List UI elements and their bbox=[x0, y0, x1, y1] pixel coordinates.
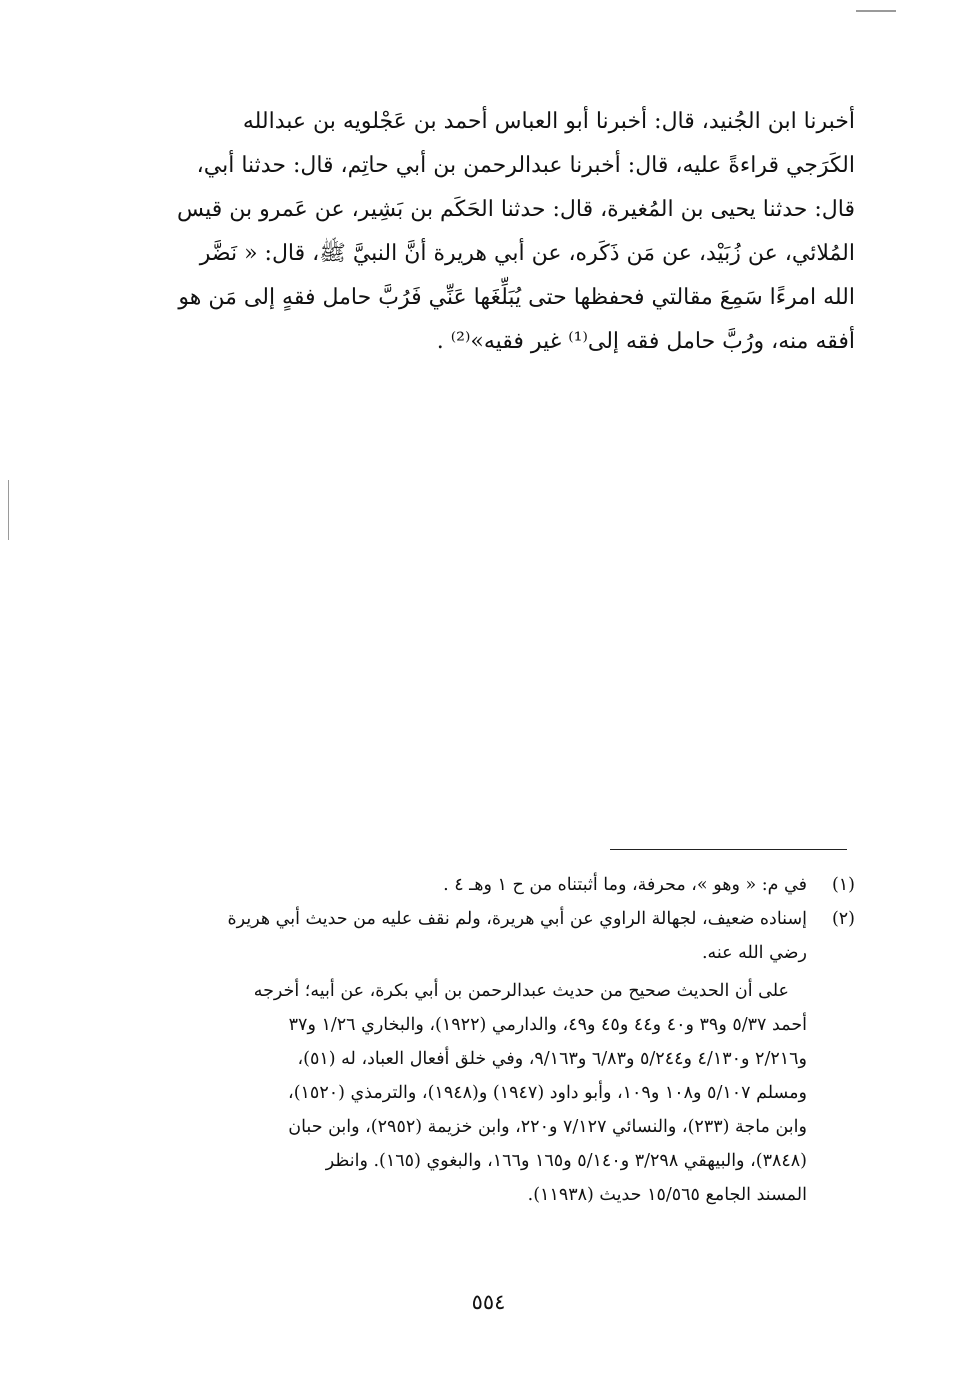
scan-artifact-left-edge bbox=[8, 480, 9, 540]
footnote-line: ومسلم ٥/١٠٧ و١٠٨ و١٠٩، وأبو داود (١٩٤٧) و(١٩٤٨)، والترمذي (١٥٢٠)، bbox=[288, 1083, 807, 1103]
main-text-line: الله امرءًا سَمِعَ مقالتي فحفظها حتى يُبَلِّغَها عَنِّي فَرُبَّ حامل فقهٍ إلى مَن هو bbox=[178, 285, 855, 310]
footnote-line: (٣٨٤٨)، والبيهقي ٣/٢٩٨ و٥/١٤٠ و١٦٥ و١٦٦، والبغوي (١٦٥). وانظر bbox=[325, 1151, 807, 1171]
footnote-line: و٢/٢١٦ و٤/١٣٠ و٥/٢٤٤ و٦/٨٣ و٩/١٦٣، وفي خلق أفعال العباد، له (٥١)، bbox=[297, 1049, 807, 1069]
footnote-1 bbox=[120, 868, 855, 902]
footnote-line: أحمد ٥/٣٧ و٣٩ و٤٠ و٤٤ و٤٥ و٤٩، والدارمي (١٩٢٢)، والبخاري ١/٢٦ و٣٧ bbox=[288, 1015, 807, 1035]
footnote-line: رضي الله عنه. bbox=[701, 943, 807, 963]
footnote-separator bbox=[610, 849, 847, 850]
main-text-line: أفقه منه، ورُبَّ حامل فقه إلى⁽¹⁾ غير فقيه»⁽²⁾ . bbox=[436, 329, 855, 354]
footnote-number: (٢) bbox=[831, 909, 855, 929]
footnote-line: وابن ماجة (٢٣٣)، والنسائي ٧/١٢٧ و٢٢٠، وابن خزيمة (٢٩٥٢)، وابن حبان bbox=[288, 1117, 807, 1137]
main-text bbox=[120, 100, 855, 364]
footnote-number: (١) bbox=[831, 875, 855, 895]
footnote-2 bbox=[120, 902, 855, 970]
footnote-line: على أن الحديث صحيح من حديث عبدالرحمن بن أبي بكرة، عن أبيه؛ أخرجه bbox=[253, 981, 789, 1001]
page-number: ٥٥٤ bbox=[471, 1290, 506, 1314]
main-text-line: أخبرنا ابن الجُنيد، قال: أخبرنا أبو العباس أحمد بن عَجْلويه بن عبدالله bbox=[242, 109, 855, 134]
footnote-line: في م: « وهو »، محرفة، وما أثبتناه من ح ١ وهـ ٤ . bbox=[443, 875, 807, 895]
main-text-line: قال: حدثنا يحيى بن المُغيرة، قال: حدثنا الحَكَم بن بَشِير، عن عَمرو بن قيس bbox=[177, 197, 855, 222]
footnote-line: إسناده ضعيف، لجهالة الراوي عن أبي هريرة، ولم نقف عليه من حديث أبي هريرة bbox=[227, 909, 807, 929]
footnote-2-continuation bbox=[120, 974, 855, 1212]
footnote-text bbox=[120, 902, 807, 970]
footnotes bbox=[120, 868, 855, 1212]
footnote-text bbox=[120, 868, 807, 902]
footnote-line: المسند الجامع ١٥/٥٦٥ حديث (١١٩٣٨). bbox=[527, 1185, 807, 1205]
scan-artifact-top-line bbox=[856, 10, 896, 12]
main-text-line: الكَرَجي قراءةً عليه، قال: أخبرنا عبدالرحمن بن أبي حاتِم، قال: حدثنا أبي، bbox=[196, 153, 855, 178]
main-text-line: المُلائي، عن زُبَيْد، عن مَن ذَكَره، عن أبي هريرة أنَّ النبيَّ ﷺ، قال: « نَضَّر bbox=[199, 241, 855, 266]
